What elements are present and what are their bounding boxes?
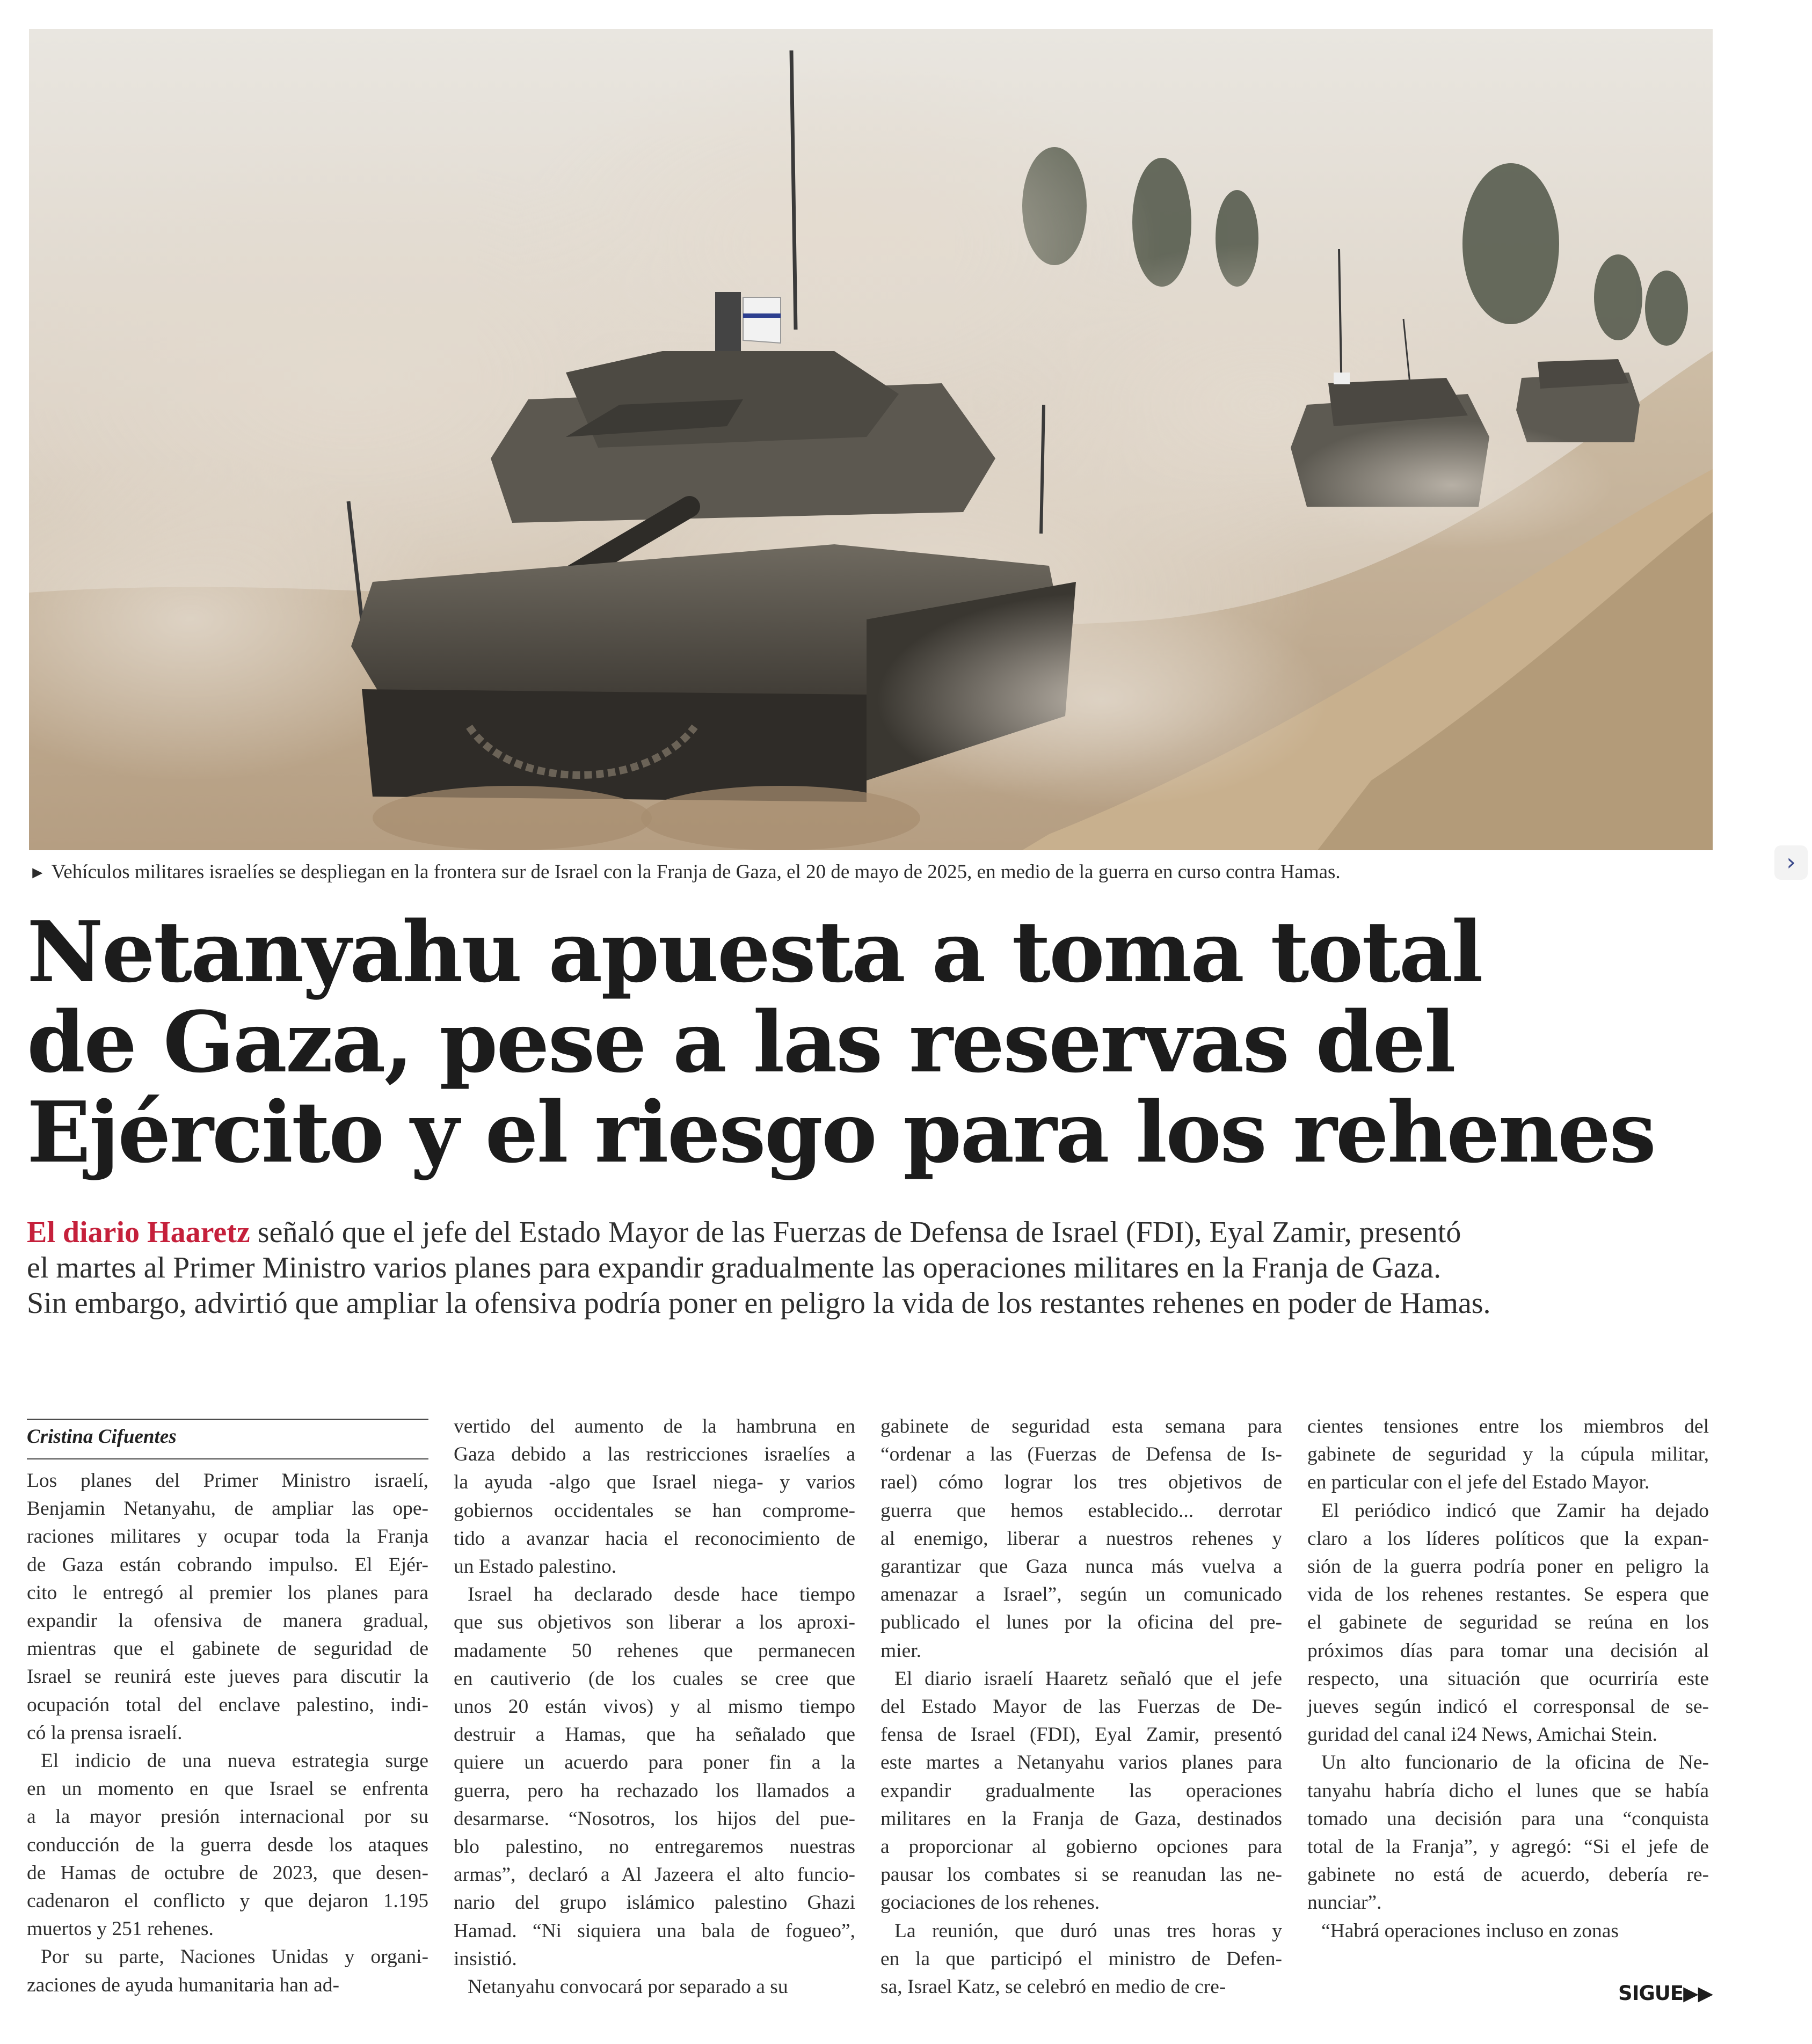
article-line: insistió. [454,1947,517,1970]
article-line: tanyahu habría dicho el lunes que se había [1307,1779,1709,1802]
continue-link[interactable] [1603,1979,1713,2009]
lede-line [27,1215,1718,1250]
article-line: blo palestino, no entregaremos nuestras [454,1836,855,1858]
article-line: a la mayor presión internacional por su [27,1806,428,1828]
article-line: armas”, declaró a Al Jazeera el alto funcio- [454,1864,855,1886]
article-line: Israel se reunirá este jueves para discutir la [27,1666,428,1688]
article-line: expandir gradualmente las operaciones [880,1779,1282,1802]
article-line: militares en la Franja de Gaza, destinados [880,1807,1282,1830]
article-line: gociaciones de los rehenes. [880,1892,1100,1914]
headline-line: Netanyahu apuesta a toma total [27,903,1482,1001]
article-line: publicado el lunes por la oficina del pre- [880,1611,1282,1634]
article-line: tomado una decisión para una “conquista [1307,1807,1709,1830]
tanks-illustration [29,29,1713,850]
article-column-2 [454,1413,855,2001]
article-line: fensa de Israel (FDI), Eyal Zamir, presentó [880,1724,1282,1746]
article-line: madamente 50 rehenes que permanecen [454,1639,855,1662]
article-column-1 [27,1467,428,1999]
article-line: mier. [880,1639,922,1662]
article-line: un Estado palestino. [454,1556,617,1578]
article-line: claro a los líderes políticos que la expan- [1307,1527,1709,1550]
lede-line1-text: señaló que el jefe del Estado Mayor de las Fuerzas de Defensa de Israel (FDI), Eyal Zamir, presentó [250,1216,1461,1249]
article-line: Por su parte, Naciones Unidas y organi- [41,1946,428,1968]
article-line: sión de la guerra podría poner en peligro la [1307,1556,1709,1578]
headline-line: Ejército y el riesgo para los rehenes [27,1083,1655,1181]
lede-paragraph [27,1215,1718,1321]
article-line: ocupación total del enclave palestino, indi- [27,1693,428,1716]
double-arrow-icon: ▶▶ [1683,1982,1713,2005]
article-line: El indicio de una nueva estrategia surge [41,1750,428,1772]
article-line: que sus objetivos son liberar a los aproxi- [454,1611,855,1634]
article-line: rael) cómo lograr los tres objetivos de [880,1471,1282,1494]
article-line: destruir a Hamas, que ha señalado que [454,1724,855,1746]
article-line: La reunión, que duró unas tres horas y [894,1919,1282,1942]
article-line: desarmarse. “Nosotros, los hijos del pue- [454,1807,855,1830]
article-line: próximos días para tomar una decisión al [1307,1639,1709,1662]
article-line: mientras que el gabinete de seguridad de [27,1638,428,1660]
article-line: muertos y 251 rehenes. [27,1918,214,1940]
photo-caption [29,856,1720,888]
caption-marker: ► [29,863,46,882]
article-line: có la prensa israelí. [27,1721,183,1744]
article-line: “ordenar a las (Fuerzas de Defensa de Is- [880,1443,1282,1466]
lede-line: Sin embargo, advirtió que ampliar la ofensiva podría poner en peligro la vida de los restantes rehenes en poder de Hamas. [27,1287,1491,1320]
article-line: El periódico indicó que Zamir ha dejado [1321,1499,1709,1522]
article-line: Un alto funcionario de la oficina de Ne- [1321,1751,1709,1774]
article-line: raciones militares y ocupar toda la Franja [27,1525,428,1548]
article-line: “Habrá operaciones incluso en zonas [1321,1919,1619,1942]
article-line: conducción de la guerra desde los ataques [27,1834,428,1856]
article-line: expandir la ofensiva de manera gradual, [27,1610,428,1632]
byline-box [27,1419,428,1459]
lede-line: el martes al Primer Ministro varios planes para expandir gradualmente las operaciones militares en la Franja de Gaza. [27,1251,1442,1284]
sigue-label: SIGUE [1618,1982,1684,2005]
article-line: gobiernos occidentales se han comprome- [454,1499,855,1522]
article-line: en la que participó el ministro de Defen- [880,1947,1282,1970]
article-line: este martes a Netanyahu varios planes para [880,1751,1282,1774]
byline-author: Cristina Cifuentes [27,1426,177,1448]
article-line: gabinete de seguridad y la cúpula militar, [1307,1443,1709,1466]
article-line: Benjamin Netanyahu, de ampliar las ope- [27,1498,428,1520]
article-line: nario del grupo islámico palestino Ghazi [454,1892,855,1914]
article-line: en cautiverio (de los cuales se cree que [454,1667,855,1690]
article-line: cientes tensiones entre los miembros del [1307,1415,1709,1437]
article-line: de Gaza están cobrando impulso. El Ejér- [27,1553,428,1576]
article-line: gabinete de seguridad esta semana para [880,1415,1282,1437]
article-line: zaciones de ayuda humanitaria han ad- [27,1974,340,1996]
article-line: en particular con el jefe del Estado Mayor. [1307,1471,1650,1494]
article-line: a proporcionar al gobierno opciones para [880,1836,1282,1858]
article-line: cito le entregó al premier los planes para [27,1581,428,1604]
article-line: respecto, una situación que ocurriría este [1307,1667,1709,1690]
article-line: Los planes del Primer Ministro israelí, [27,1470,428,1492]
article-line: guerra que hemos establecido... derrotar [880,1499,1282,1522]
article-line: quiere un acuerdo para poner fin a la [454,1751,855,1774]
headline-line: de Gaza, pese a las reservas del [27,993,1454,1091]
article-line: total de la Franja”, y agregó: “Si el jefe de [1307,1836,1709,1858]
article-line: Netanyahu convocará por separado a su [468,1976,788,1998]
article-column-3 [880,1413,1282,2001]
article-line: tido a avanzar hacia el reconocimiento de [454,1527,855,1550]
article-line: garantizar que Gaza nunca más vuelva a [880,1556,1282,1578]
article-line: en un momento en que Israel se enfrenta [27,1778,428,1800]
article-line: unos 20 están vivos) y al mismo tiempo [454,1696,855,1718]
chevron-right-icon: › [1786,849,1796,876]
article-line: Gaza debido a las restricciones israelíes a [454,1443,855,1466]
news-photo [29,29,1713,850]
article-line: la ayuda -algo que Israel niega- y varios [454,1471,855,1494]
article-line: pausar los combates si se reanudan las ne- [880,1864,1282,1886]
article-line: vida de los rehenes restantes. Se espera que [1307,1583,1709,1606]
article-line: el gabinete de seguridad se reúna en los [1307,1611,1709,1634]
article-column-4 [1307,1413,1709,1945]
article-line: vertido del aumento de la hambruna en [454,1415,855,1437]
headline [27,903,1655,1181]
article-line: Hamad. “Ni siquiera una bala de fogueo”, [454,1919,855,1942]
article-line: El diario israelí Haaretz señaló que el jefe [894,1667,1282,1690]
caption-text: Vehículos militares israelíes se despliegan en la frontera sur de Israel con la Franja de Gaza, el 20 de mayo de 2025, en medio de la guerra en curso contra Hamas. [51,861,1341,883]
article-line: jueves según indicó el corresponsal de se- [1307,1696,1709,1718]
article-line: del Estado Mayor de las Fuerzas de De- [880,1696,1282,1718]
article-line: Israel ha declarado desde hace tiempo [468,1583,855,1606]
article-line: nunciar”. [1307,1892,1382,1914]
article-line: gabinete no está de acuerdo, debería re- [1307,1864,1709,1886]
article-line: amenazar a Israel”, según un comunicado [880,1583,1282,1606]
lede-kicker: El diario Haaretz [27,1216,250,1249]
article-line: sa, Israel Katz, se celebró en medio de cre- [880,1976,1226,1998]
article-line: cadenaron el conflicto y que dejaron 1.195 [27,1890,428,1912]
article-line: guerra, pero ha rechazado los llamados a [454,1779,855,1802]
next-page-button[interactable] [1774,845,1808,880]
article-line: al enemigo, liberar a nuestros rehenes y [880,1527,1282,1550]
article-line: guridad del canal i24 News, Amichai Stein. [1307,1724,1657,1746]
article-line: de Hamas de octubre de 2023, que desen- [27,1862,428,1884]
